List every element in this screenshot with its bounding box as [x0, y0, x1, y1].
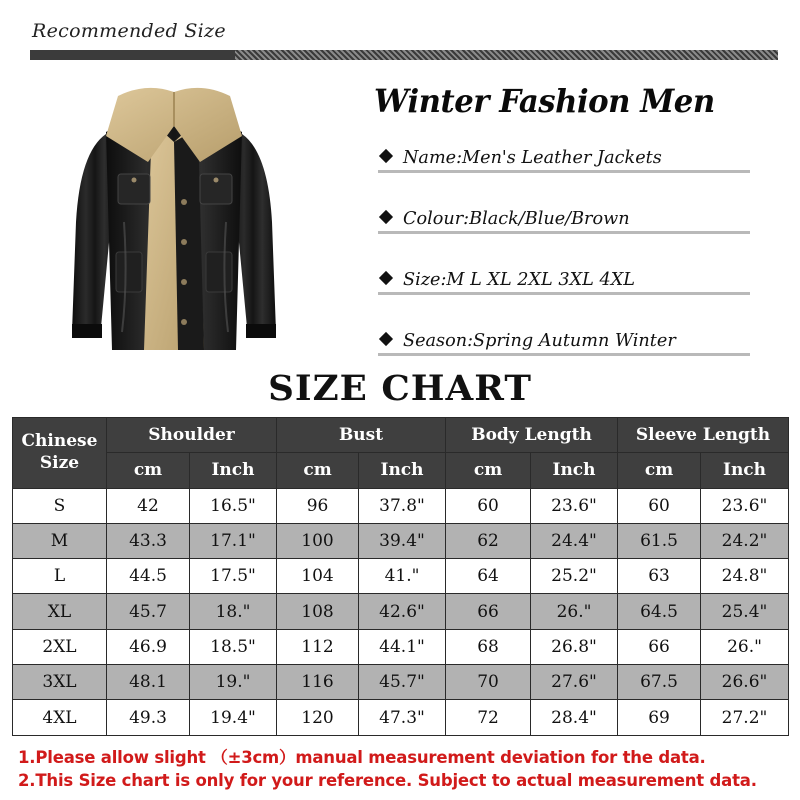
- measurement-cell: 46.9: [107, 629, 190, 664]
- header-bust: Bust: [277, 418, 446, 453]
- measurement-cell: 25.4": [701, 594, 789, 629]
- measurement-cell: 100: [277, 523, 359, 558]
- size-cell: 2XL: [13, 629, 107, 664]
- measurement-cell: 108: [277, 594, 359, 629]
- measurement-cell: 18.": [190, 594, 277, 629]
- measurement-cell: 44.5: [107, 559, 190, 594]
- measurement-cell: 24.4": [531, 523, 618, 558]
- note-deviation: 1.Please allow slight （±3cm）manual measurement deviation for the data.: [18, 748, 706, 767]
- header-size: Size: [13, 453, 107, 488]
- measurement-cell: 112: [277, 629, 359, 664]
- table-row: [13, 523, 789, 558]
- note-reference: 2.This Size chart is only for your reference. Subject to actual measurement data.: [18, 771, 757, 790]
- measurement-cell: 42.6": [359, 594, 446, 629]
- measurement-cell: 37.8": [359, 488, 446, 523]
- measurement-cell: 69: [618, 700, 701, 735]
- measurement-cell: 45.7": [359, 665, 446, 700]
- size-cell: S: [13, 488, 107, 523]
- measurement-cell: 66: [618, 629, 701, 664]
- measurement-cell: 49.3: [107, 700, 190, 735]
- measurement-cell: 104: [277, 559, 359, 594]
- measurement-cell: 62: [446, 523, 531, 558]
- measurement-cell: 24.2": [701, 523, 789, 558]
- measurement-cell: 24.8": [701, 559, 789, 594]
- spec-colour-text: Colour:Black/Blue/Brown: [403, 208, 630, 229]
- spec-season: [378, 328, 750, 356]
- measurement-cell: 63: [618, 559, 701, 594]
- measurement-cell: 25.2": [531, 559, 618, 594]
- header-unit-inch: Inch: [190, 453, 277, 488]
- measurement-cell: 26.": [531, 594, 618, 629]
- measurement-cell: 96: [277, 488, 359, 523]
- header-divider: [30, 50, 778, 60]
- spec-name: [378, 145, 750, 173]
- measurement-cell: 17.1": [190, 523, 277, 558]
- measurement-cell: 120: [277, 700, 359, 735]
- table-row: [13, 700, 789, 735]
- size-cell: 4XL: [13, 700, 107, 735]
- header-chinese: Chinese: [13, 418, 107, 453]
- measurement-cell: 18.5": [190, 629, 277, 664]
- diamond-bullet-icon: [379, 149, 393, 163]
- measurement-cell: 64: [446, 559, 531, 594]
- measurement-cell: 60: [618, 488, 701, 523]
- size-cell: L: [13, 559, 107, 594]
- table-row: [13, 488, 789, 523]
- measurement-cell: 72: [446, 700, 531, 735]
- spec-size-text: Size:M L XL 2XL 3XL 4XL: [403, 269, 635, 290]
- measurement-cell: 16.5": [190, 488, 277, 523]
- measurement-cell: 43.3: [107, 523, 190, 558]
- measurement-cell: 45.7: [107, 594, 190, 629]
- measurement-cell: 23.6": [701, 488, 789, 523]
- measurement-cell: 23.6": [531, 488, 618, 523]
- measurement-cell: 41.": [359, 559, 446, 594]
- measurement-cell: 19.": [190, 665, 277, 700]
- measurement-cell: 28.4": [531, 700, 618, 735]
- measurement-cell: 19.4": [190, 700, 277, 735]
- spec-size: [378, 267, 750, 295]
- header-unit-cm: cm: [277, 453, 359, 488]
- table-row: [13, 559, 789, 594]
- diamond-bullet-icon: [379, 271, 393, 285]
- table-row: [13, 594, 789, 629]
- size-cell: 3XL: [13, 665, 107, 700]
- measurement-cell: 26.": [701, 629, 789, 664]
- measurement-cell: 44.1": [359, 629, 446, 664]
- header-unit-inch: Inch: [701, 453, 789, 488]
- diamond-bullet-icon: [379, 210, 393, 224]
- measurement-cell: 66: [446, 594, 531, 629]
- recommended-size-heading: Recommended Size: [32, 20, 226, 42]
- jacket-image: [66, 82, 282, 356]
- size-chart-title: SIZE CHART: [268, 368, 532, 409]
- header-unit-cm: cm: [618, 453, 701, 488]
- header-shoulder: Shoulder: [107, 418, 277, 453]
- measurement-cell: 48.1: [107, 665, 190, 700]
- measurement-cell: 116: [277, 665, 359, 700]
- spec-colour: [378, 206, 750, 234]
- header-unit-cm: cm: [446, 453, 531, 488]
- spec-season-text: Season:Spring Autumn Winter: [403, 330, 676, 351]
- measurement-cell: 42: [107, 488, 190, 523]
- diamond-bullet-icon: [379, 332, 393, 346]
- measurement-cell: 17.5": [190, 559, 277, 594]
- measurement-cell: 26.8": [531, 629, 618, 664]
- spec-name-text: Name:Men's Leather Jackets: [403, 147, 662, 168]
- measurement-cell: 47.3": [359, 700, 446, 735]
- measurement-cell: 67.5: [618, 665, 701, 700]
- table-row: [13, 629, 789, 664]
- measurement-cell: 70: [446, 665, 531, 700]
- size-cell: XL: [13, 594, 107, 629]
- header-sleeve-length: Sleeve Length: [618, 418, 789, 453]
- measurement-cell: 27.6": [531, 665, 618, 700]
- measurement-cell: 27.2": [701, 700, 789, 735]
- table-row: [13, 665, 789, 700]
- measurement-cell: 64.5: [618, 594, 701, 629]
- header-unit-cm: cm: [107, 453, 190, 488]
- header-unit-inch: Inch: [359, 453, 446, 488]
- measurement-cell: 68: [446, 629, 531, 664]
- header-body-length: Body Length: [446, 418, 618, 453]
- measurement-cell: 60: [446, 488, 531, 523]
- size-cell: M: [13, 523, 107, 558]
- measurement-cell: 39.4": [359, 523, 446, 558]
- measurement-cell: 61.5: [618, 523, 701, 558]
- measurement-cell: 26.6": [701, 665, 789, 700]
- size-table: [12, 417, 789, 736]
- promo-title: Winter Fashion Men: [374, 82, 715, 120]
- header-unit-inch: Inch: [531, 453, 618, 488]
